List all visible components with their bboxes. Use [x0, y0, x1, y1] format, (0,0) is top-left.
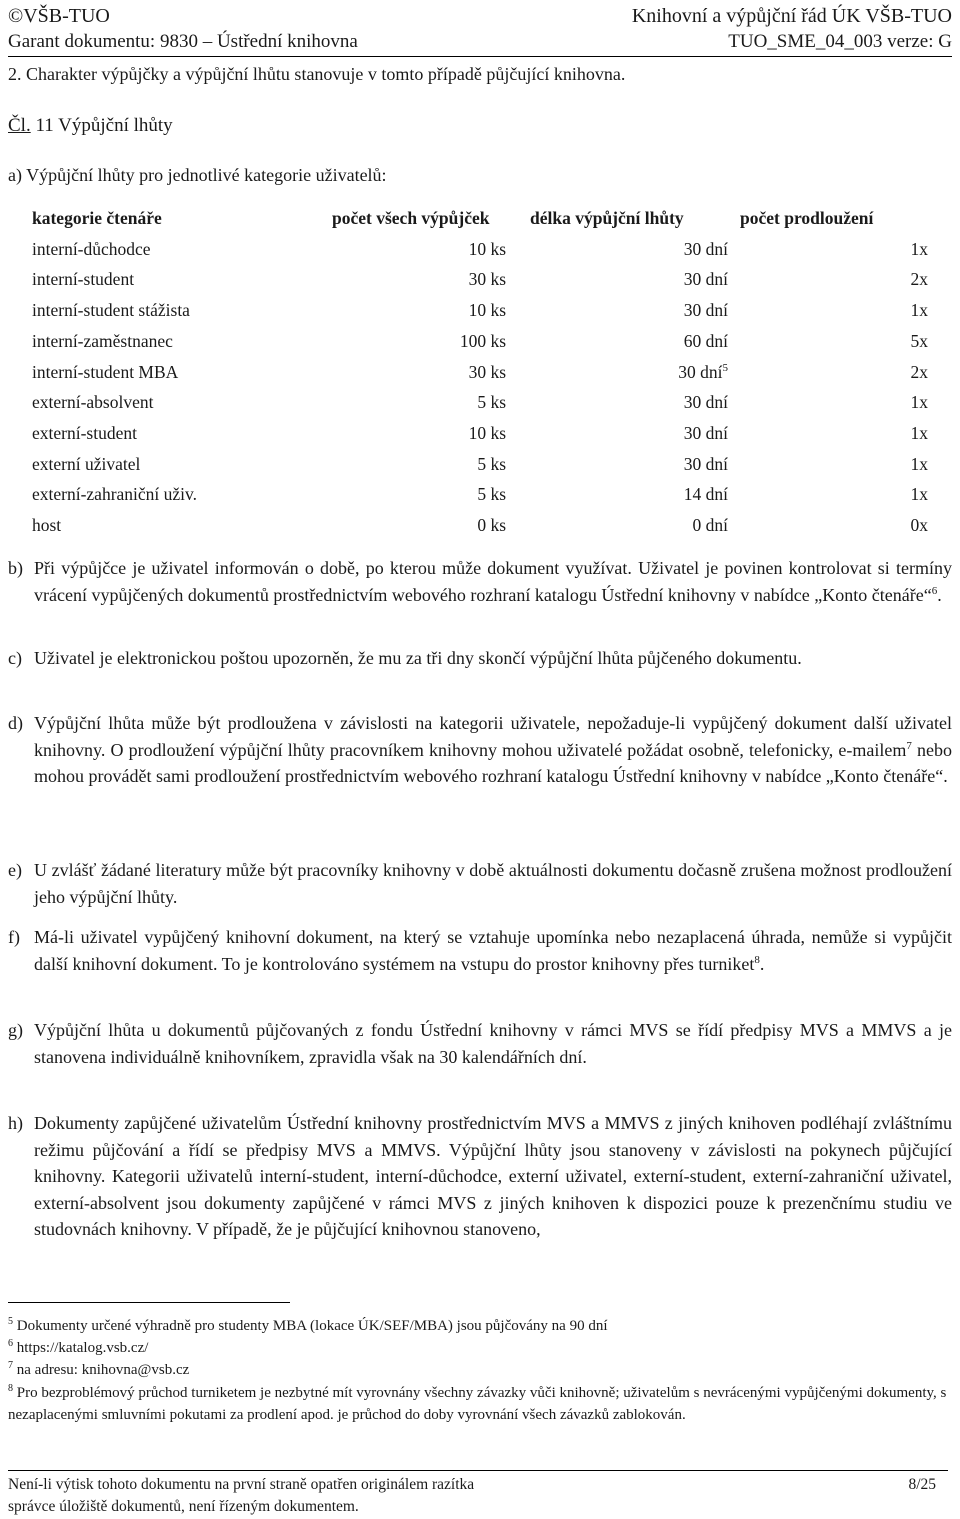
item-c-label: c) — [8, 648, 22, 668]
cell-category-text: externí-absolvent — [32, 392, 154, 413]
footer-notice-line-1: Není-li výtisk tohoto dokumentu na první straně opatřen originálem razítka — [8, 1476, 475, 1493]
item-f — [8, 924, 952, 977]
cell-loan-period-text: 60 dní — [683, 330, 728, 351]
intro-paragraph: 2. Charakter výpůjčky a výpůjční lhůtu stanovuje v tomto případě půjčující knihovna. — [8, 64, 626, 84]
footnote-6-number: 6 — [8, 1338, 13, 1349]
item-e-text: U zvlášť žádané literatury může být pracovníky knihovny v době aktuálnosti dokumentu dočasně zrušena možnost prodloužení jeho výpůjční lhůty. — [34, 860, 952, 907]
footnote-8-text: Pro bezproblémový průchod turniketem je nezbytné mít vyrovnány všechny závazky vůči knihovně; uživatelům s nevrácenými vypůjčenými dokumenty, s nezaplacenými smluvními pokutami za prodlení apod. je průchod do doby vyrovnání všech závazků zablokován. — [8, 1385, 947, 1423]
item-h — [8, 1110, 952, 1243]
cell-category — [32, 418, 292, 449]
cell-loan-count-text: 5 ks — [477, 392, 506, 413]
item-b — [8, 555, 952, 608]
cell-loan-period — [506, 449, 728, 480]
cell-loan-period — [506, 418, 728, 449]
item-g-text: Výpůjční lhůta u dokumentů půjčovaných z fondu Ústřední knihovny v rámci MVS se řídí předpisy MVS a MMVS a je stanovena individuálně knihovníkem, zpravidla však na 30 kalendářních dní. — [34, 1020, 952, 1067]
cell-category — [32, 326, 292, 357]
cell-loan-count-text: 0 ks — [477, 515, 506, 536]
item-g — [8, 1017, 952, 1070]
cell-category — [32, 264, 292, 295]
cell-loan-count — [292, 418, 506, 449]
cell-loan-period-text: 30 dní — [678, 361, 723, 382]
footnote-ref-8: 8 — [754, 953, 760, 966]
footer-divider — [8, 1470, 948, 1471]
footnote-8 — [8, 1382, 948, 1426]
cell-loan-period-text: 0 dní — [692, 515, 728, 536]
table-row — [32, 264, 928, 295]
cell-renewals-text: 1x — [910, 453, 928, 474]
cell-category — [32, 234, 292, 265]
column-header-category: kategorie čtenáře — [32, 208, 162, 228]
cell-renewals-text: 1x — [910, 392, 928, 413]
footer-notice-line-2: správce úložiště dokumentů, není řízeným dokumentem. — [8, 1498, 359, 1515]
item-d-text-end: nebo mohou provádět sami prodloužení prostřednictvím webového rozhraní katalogu Ústřední knihovny v nabídce „Konto čtenáře“. — [34, 739, 952, 787]
footnote-5-number: 5 — [8, 1316, 13, 1327]
cell-renewals — [728, 510, 928, 541]
item-c-text: Uživatel je elektronickou poštou upozorněn, že mu za tři dny skončí výpůjční lhůta půjčeného dokumentu. — [34, 648, 802, 668]
footnote-7-text: na adresu: knihovna@vsb.cz — [13, 1362, 190, 1378]
cell-loan-period-text: 30 dní — [683, 453, 728, 474]
cell-loan-count — [292, 479, 506, 510]
cell-loan-count-text: 100 ks — [459, 330, 506, 351]
cell-loan-count — [292, 264, 506, 295]
article-heading-prefix: Čl. — [8, 115, 31, 136]
item-d-text: Výpůjční lhůta může být prodloužena v závislosti na kategorii uživatele, nepožaduje-li vypůjčený dokument další uživatel knihovny. O prodloužení výpůjční lhůty pracovníkem knihovny mohou uživatelé požádat osobně, telefonicky, e-mailem — [34, 713, 952, 760]
cell-category — [32, 357, 292, 388]
header-document-title: Knihovní a výpůjční řád ÚK VŠB-TUO — [631, 5, 952, 27]
item-f-text: Má-li uživatel vypůjčený knihovní dokument, na který se vztahuje upomínka nebo nezaplacená úhrada, nemůže si vypůjčit další knihovní dokument. To je kontrolováno systémem na vstupu do prostor knihovny přes turniket — [34, 927, 952, 974]
cell-loan-period — [506, 264, 728, 295]
cell-loan-period — [506, 387, 728, 418]
cell-loan-count-text: 10 ks — [468, 238, 506, 259]
cell-renewals-text: 1x — [910, 422, 928, 443]
item-e-label: e) — [8, 860, 22, 880]
cell-renewals — [728, 264, 928, 295]
cell-renewals — [728, 387, 928, 418]
cell-category-text: interní-zaměstnanec — [32, 330, 173, 351]
cell-loan-period-text: 30 dní — [683, 269, 728, 290]
item-h-text: Dokumenty zapůjčené uživatelům Ústřední knihovny prostřednictvím MVS a MMVS z jiných knihoven podléhají zvláštnímu režimu půjčování a řídí se předpisy MVS a MMVS. Výpůjční lhůty jsou stanoveny v závislosti na pokynech půjčující knihovny. Kategorii uživatelů interní-student, interní-důchodce, externí uživatel, externí-student, externí-zahraniční uživatel, externí-absolvent jsou dokumenty zapůjčené v rámci MVS z jiných knihoven k dispozici pouze k prezenčnímu studiu ve studovnách knihovny. V případě, že je půjčující knihovnou stanoveno, — [34, 1113, 952, 1240]
item-f-label: f) — [8, 927, 20, 947]
cell-category — [32, 479, 292, 510]
cell-renewals-text: 1x — [910, 238, 928, 259]
cell-loan-count — [292, 295, 506, 326]
cell-renewals — [728, 234, 928, 265]
item-d-label: d) — [8, 713, 23, 733]
table-row — [32, 418, 928, 449]
cell-category — [32, 510, 292, 541]
cell-category — [32, 295, 292, 326]
cell-loan-count — [292, 234, 506, 265]
cell-loan-count — [292, 326, 506, 357]
cell-loan-period-text: 30 dní — [683, 422, 728, 443]
header-guarantor: Garant dokumentu: 9830 – Ústřední knihovna — [8, 31, 358, 52]
cell-loan-period — [506, 295, 728, 326]
cell-loan-period-text: 14 dní — [683, 484, 728, 505]
footnote-6-text: https://katalog.vsb.cz/ — [13, 1340, 149, 1356]
item-d — [8, 710, 952, 790]
item-b-label: b) — [8, 558, 23, 578]
header-divider — [8, 56, 952, 57]
cell-renewals — [728, 479, 928, 510]
cell-renewals-text: 5x — [910, 330, 928, 351]
footnote-ref-5: 5 — [722, 361, 728, 374]
cell-category — [32, 387, 292, 418]
column-header-renewals: počet prodloužení — [740, 208, 874, 228]
cell-loan-count-text: 10 ks — [468, 300, 506, 321]
cell-renewals-text: 1x — [910, 484, 928, 505]
cell-loan-period — [506, 234, 728, 265]
item-c — [8, 645, 952, 672]
table-row — [32, 387, 928, 418]
cell-loan-count-text: 30 ks — [468, 361, 506, 382]
item-h-label: h) — [8, 1113, 23, 1133]
cell-loan-count — [292, 510, 506, 541]
footnote-8-number: 8 — [8, 1383, 13, 1394]
loan-periods-table — [32, 203, 928, 541]
cell-renewals — [728, 295, 928, 326]
cell-loan-period — [506, 479, 728, 510]
table-row — [32, 449, 928, 480]
column-header-loan-period: délka výpůjční lhůty — [530, 208, 684, 228]
table-header-row — [32, 203, 928, 234]
item-f-text-end: . — [759, 953, 765, 974]
table-body — [32, 234, 928, 541]
cell-loan-period — [506, 357, 728, 388]
column-header-loan-count: počet všech výpůjček — [332, 208, 490, 228]
cell-loan-count — [292, 387, 506, 418]
cell-loan-count-text: 5 ks — [477, 453, 506, 474]
footnote-ref-7: 7 — [906, 739, 912, 752]
item-b-text: Při výpůjčce je uživatel informován o době, po kterou může dokument využívat. Uživatel je povinen kontrolovat si termíny vrácení vypůjčených dokumentů prostřednictvím webového rozhraní katalogu Ústřední knihovny v nabídce „Konto čtenáře“ — [34, 558, 952, 605]
header-copyright: ©VŠB-TUO — [8, 5, 110, 27]
cell-loan-count — [292, 357, 506, 388]
footnote-5-text: Dokumenty určené výhradně pro studenty MBA (lokace ÚK/SEF/MBA) jsou půjčovány na 90 dní — [13, 1318, 608, 1334]
item-g-label: g) — [8, 1020, 23, 1040]
cell-category-text: host — [32, 515, 62, 536]
table-row — [32, 510, 928, 541]
table-row — [32, 357, 928, 388]
cell-renewals-text: 2x — [910, 269, 928, 290]
cell-renewals-text: 0x — [910, 515, 928, 536]
cell-loan-period — [506, 326, 728, 357]
footnote-ref-6: 6 — [931, 584, 938, 597]
cell-category-text: interní-student MBA — [32, 361, 179, 382]
cell-renewals — [728, 357, 928, 388]
cell-renewals — [728, 449, 928, 480]
cell-loan-count-text: 30 ks — [468, 269, 506, 290]
cell-category-text: interní-student stážista — [32, 300, 190, 321]
footnote-7-number: 7 — [8, 1360, 13, 1371]
cell-loan-period-text: 30 dní — [683, 300, 728, 321]
cell-category — [32, 449, 292, 480]
cell-renewals — [728, 418, 928, 449]
item-b-text-end: . — [937, 584, 942, 605]
header-document-code: TUO_SME_04_003 verze: G — [728, 31, 952, 52]
item-e — [8, 857, 952, 910]
cell-category-text: externí uživatel — [32, 453, 141, 474]
cell-loan-count-text: 10 ks — [468, 422, 506, 443]
table-row — [32, 295, 928, 326]
table-row — [32, 326, 928, 357]
cell-loan-count — [292, 449, 506, 480]
footnote-divider — [8, 1302, 290, 1303]
cell-category-text: externí-zahraniční uživ. — [32, 484, 198, 505]
cell-renewals-text: 1x — [910, 300, 928, 321]
article-heading — [8, 113, 948, 139]
cell-renewals — [728, 326, 928, 357]
article-subheading: a) Výpůjční lhůty pro jednotlivé kategorie uživatelů: — [8, 165, 387, 185]
page-footer — [8, 1474, 936, 1518]
page-header — [8, 2, 952, 56]
footnote-5 — [8, 1315, 948, 1337]
page-number: 8/25 — [908, 1476, 936, 1493]
table-row — [32, 479, 928, 510]
table-row — [32, 234, 928, 265]
cell-loan-period-text: 30 dní — [683, 392, 728, 413]
footnote-7 — [8, 1359, 948, 1381]
cell-loan-period — [506, 510, 728, 541]
cell-category-text: externí-student — [32, 422, 137, 443]
cell-loan-period-text: 30 dní — [683, 238, 728, 259]
footnote-6 — [8, 1337, 948, 1359]
article-heading-title: 11 Výpůjční lhůty — [30, 115, 173, 136]
cell-category-text: interní-student — [32, 269, 135, 290]
cell-category-text: interní-důchodce — [32, 238, 151, 259]
cell-renewals-text: 2x — [910, 361, 928, 382]
cell-loan-count-text: 5 ks — [477, 484, 506, 505]
